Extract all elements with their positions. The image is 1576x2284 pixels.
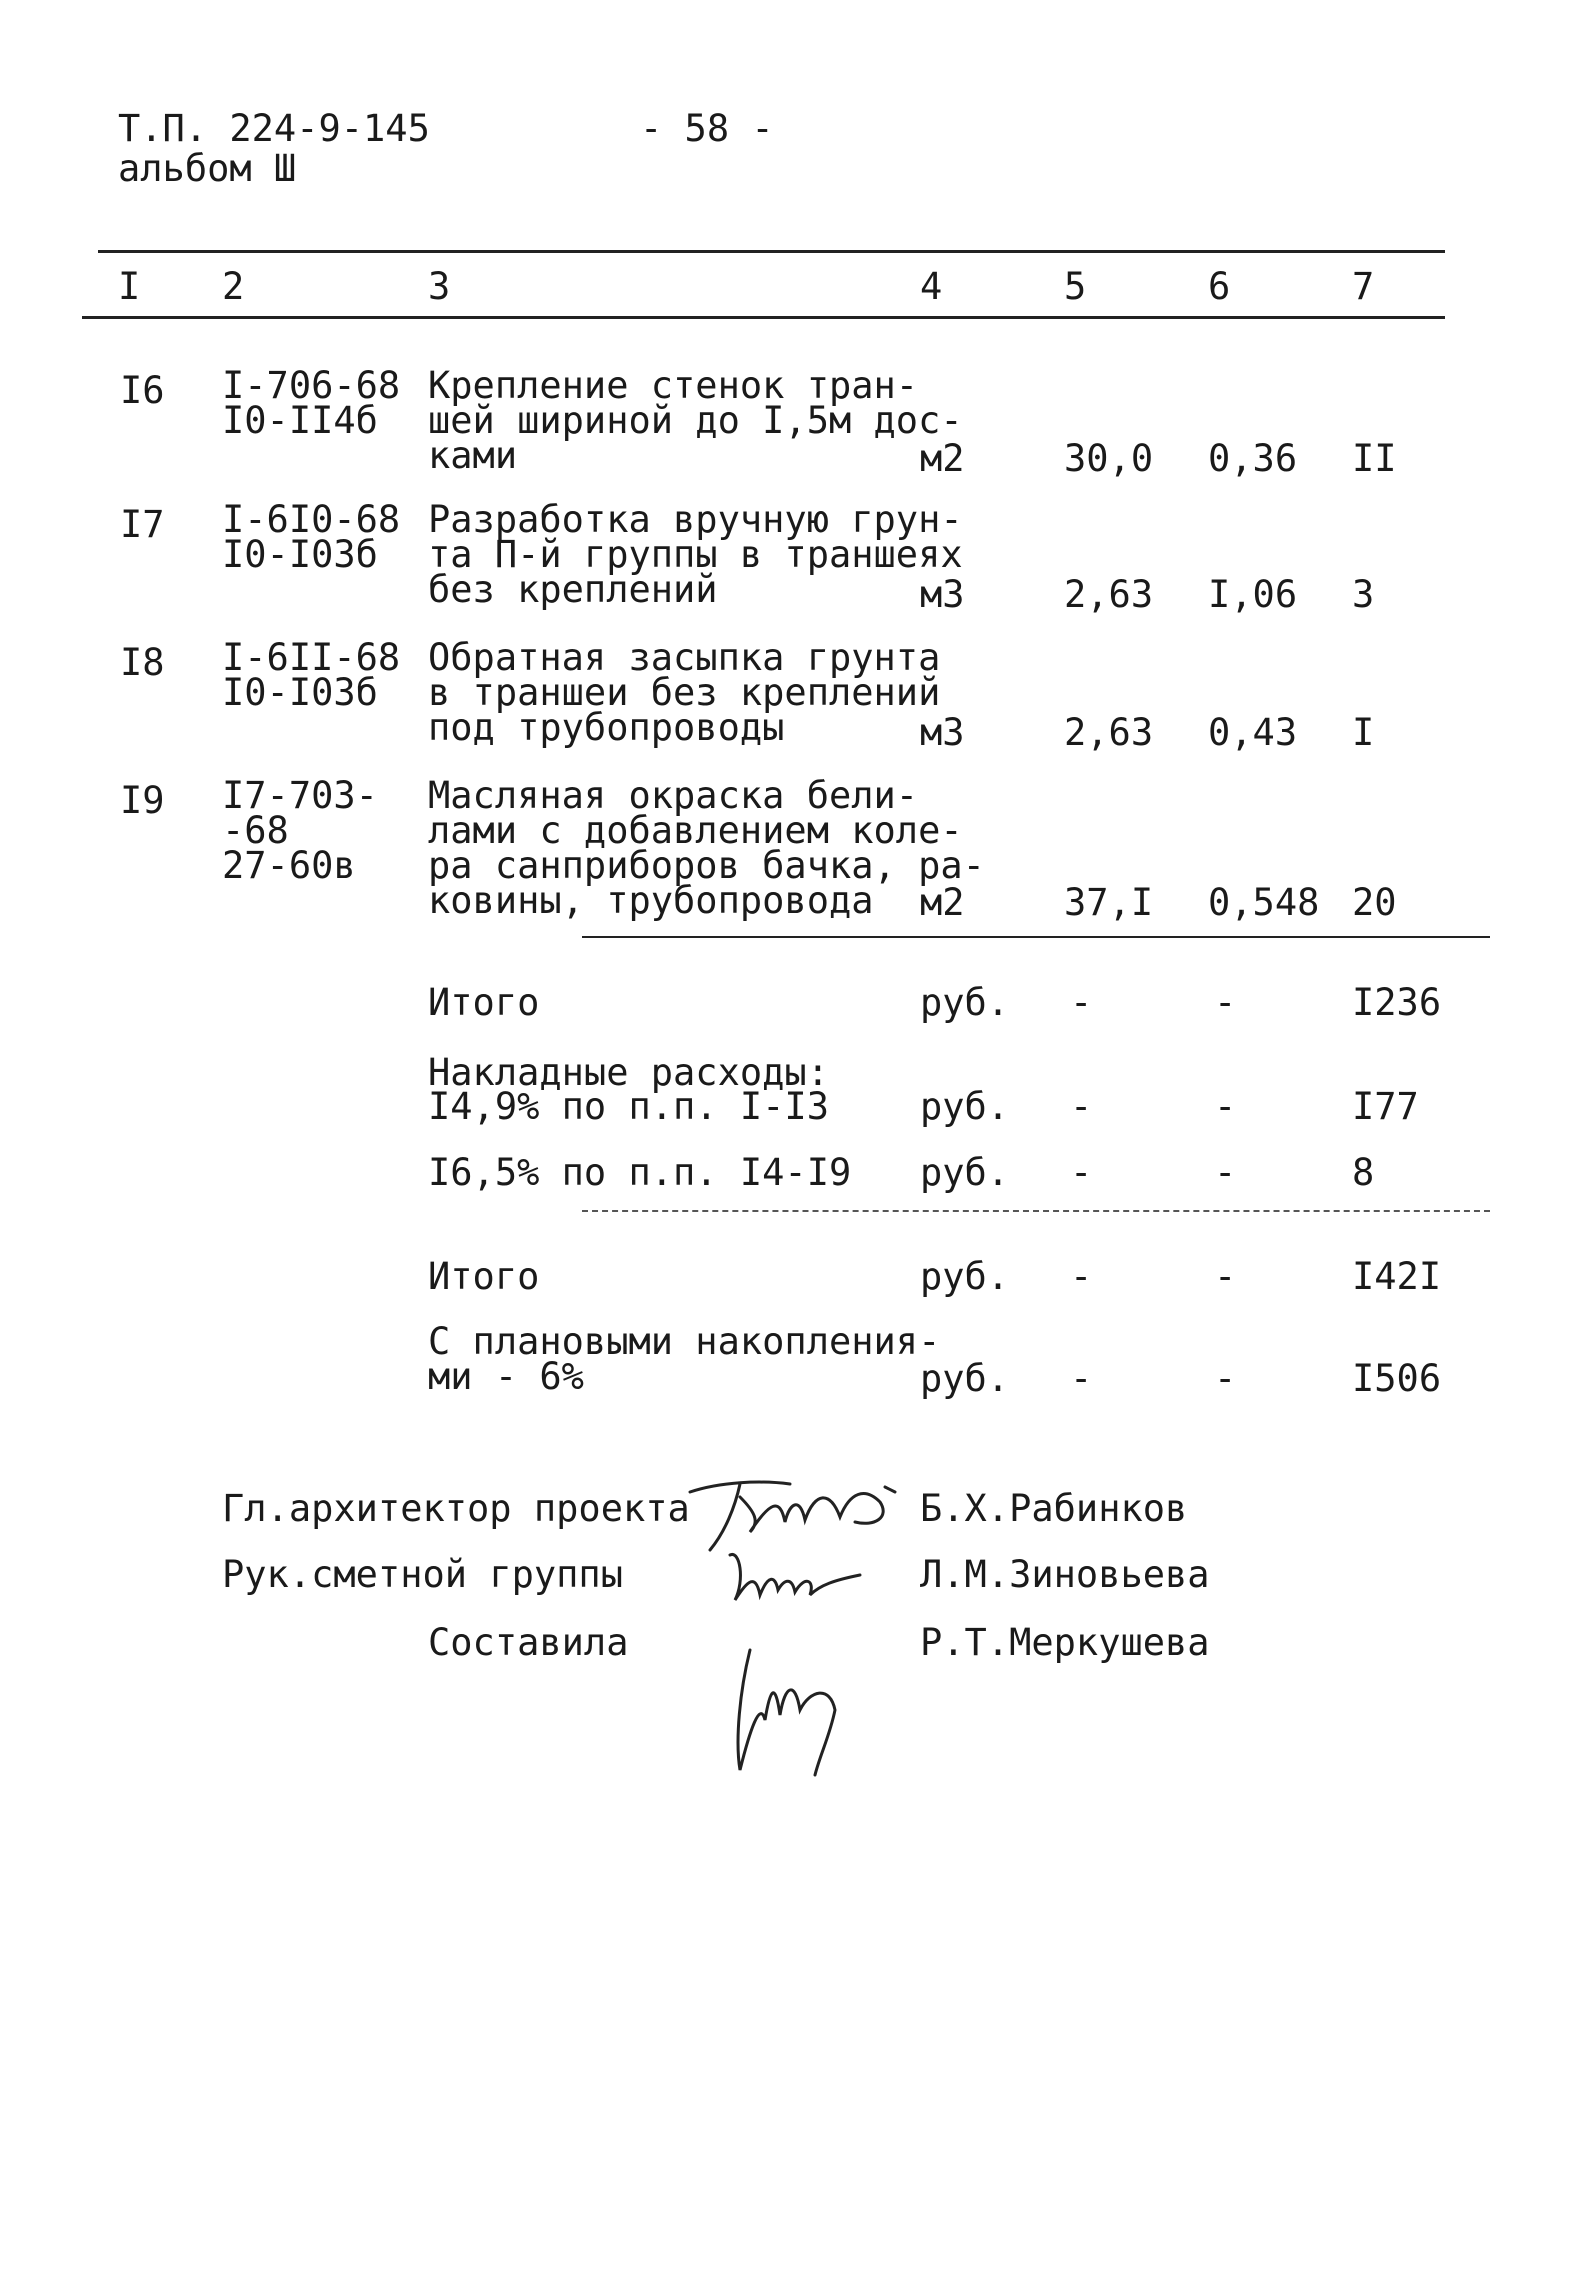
subtotal-cost: I236 (1352, 981, 1442, 1024)
totals-divider-rule (582, 1210, 1490, 1212)
row-description: Разработка вручную грун- та П-й группы в траншеях без креплений (428, 498, 963, 611)
items-end-rule (582, 936, 1490, 938)
planned-label: С плановыми накопления- ми - 6% (428, 1320, 941, 1398)
row-price: I,06 (1208, 573, 1298, 616)
overhead-price: - (1214, 1085, 1237, 1128)
table-header-rule (82, 316, 1445, 319)
col-header-4: 4 (920, 265, 943, 308)
subtotal-cost: I42I (1352, 1255, 1442, 1298)
row-description: Масляная окраска бели- лами с добавлением коле- ра санприборов бачка, ра- ковины, трубопровода (428, 774, 985, 922)
overhead-label: I4,9% по п.п. I-I3 (428, 1085, 829, 1128)
overhead-qty: - (1070, 1151, 1093, 1194)
overhead-qty: - (1070, 1085, 1093, 1128)
overhead-unit: руб. (920, 1085, 1010, 1128)
row-number: I9 (120, 779, 165, 822)
row-unit: м2 (920, 881, 965, 924)
overhead-unit: руб. (920, 1151, 1010, 1194)
row-description: Обратная засыпка грунта в траншеи без креплений под трубопроводы (428, 636, 941, 749)
row-price: 0,548 (1208, 881, 1320, 924)
signature-role: Рук.сметной группы (222, 1553, 623, 1596)
row-quantity: 2,63 (1064, 711, 1154, 754)
col-header-5: 5 (1064, 265, 1087, 308)
signature-name: Б.Х.Рабинков (920, 1487, 1188, 1530)
subtotal-label: Итого (428, 1255, 540, 1298)
row-number: I7 (120, 503, 165, 546)
subtotal-qty: - (1070, 1255, 1093, 1298)
row-cost: 20 (1352, 881, 1397, 924)
row-description: Крепление стенок тран- шей шириной до I,5м дос- ками (428, 364, 963, 477)
row-unit: м2 (920, 437, 965, 480)
overhead-label: I6,5% по п.п. I4-I9 (428, 1151, 852, 1194)
col-header-2: 2 (222, 265, 245, 308)
subtotal-price: - (1214, 981, 1237, 1024)
row-code: I-6I0-68 I0-I03б (222, 498, 401, 576)
col-header-1: I (118, 265, 141, 308)
overhead-cost: I77 (1352, 1085, 1419, 1128)
overhead-price: - (1214, 1151, 1237, 1194)
row-number: I6 (120, 369, 165, 412)
planned-qty: - (1070, 1357, 1093, 1400)
signature-role: Составила (428, 1621, 629, 1664)
album-label: альбом Ш (118, 147, 297, 190)
row-cost: 3 (1352, 573, 1375, 616)
table-top-rule (98, 250, 1445, 253)
row-quantity: 37,I (1064, 881, 1154, 924)
col-header-6: 6 (1208, 265, 1231, 308)
doc-code: Т.П. 224-9-145 (118, 107, 430, 150)
page-number: - 58 - (640, 107, 774, 150)
row-price: 0,36 (1208, 437, 1298, 480)
overhead-cost: 8 (1352, 1151, 1375, 1194)
planned-cost: I506 (1352, 1357, 1442, 1400)
row-unit: м3 (920, 711, 965, 754)
subtotal-qty: - (1070, 981, 1093, 1024)
subtotal-unit: руб. (920, 1255, 1010, 1298)
planned-price: - (1214, 1357, 1237, 1400)
signature-role: Гл.архитектор проекта (222, 1487, 690, 1530)
row-code: I7-703- -68 27-60в (222, 774, 378, 887)
signature-name: Р.Т.Меркушева (920, 1621, 1210, 1664)
subtotal-price: - (1214, 1255, 1237, 1298)
handwritten-signature-2 (720, 1540, 870, 1620)
row-number: I8 (120, 641, 165, 684)
subtotal-label: Итого (428, 981, 540, 1024)
row-code: I-6II-68 I0-I03б (222, 636, 401, 714)
overhead-title: Накладные расходы: (428, 1051, 829, 1094)
row-cost: II (1352, 437, 1397, 480)
handwritten-signature-3 (720, 1640, 870, 1780)
signature-name: Л.М.Зиновьева (920, 1553, 1210, 1596)
row-unit: м3 (920, 573, 965, 616)
row-quantity: 2,63 (1064, 573, 1154, 616)
col-header-3: 3 (428, 265, 451, 308)
col-header-7: 7 (1352, 265, 1375, 308)
row-code: I-706-68 I0-II4б (222, 364, 401, 442)
row-cost: I (1352, 711, 1375, 754)
row-quantity: 30,0 (1064, 437, 1154, 480)
subtotal-unit: руб. (920, 981, 1010, 1024)
row-price: 0,43 (1208, 711, 1298, 754)
planned-unit: руб. (920, 1357, 1010, 1400)
